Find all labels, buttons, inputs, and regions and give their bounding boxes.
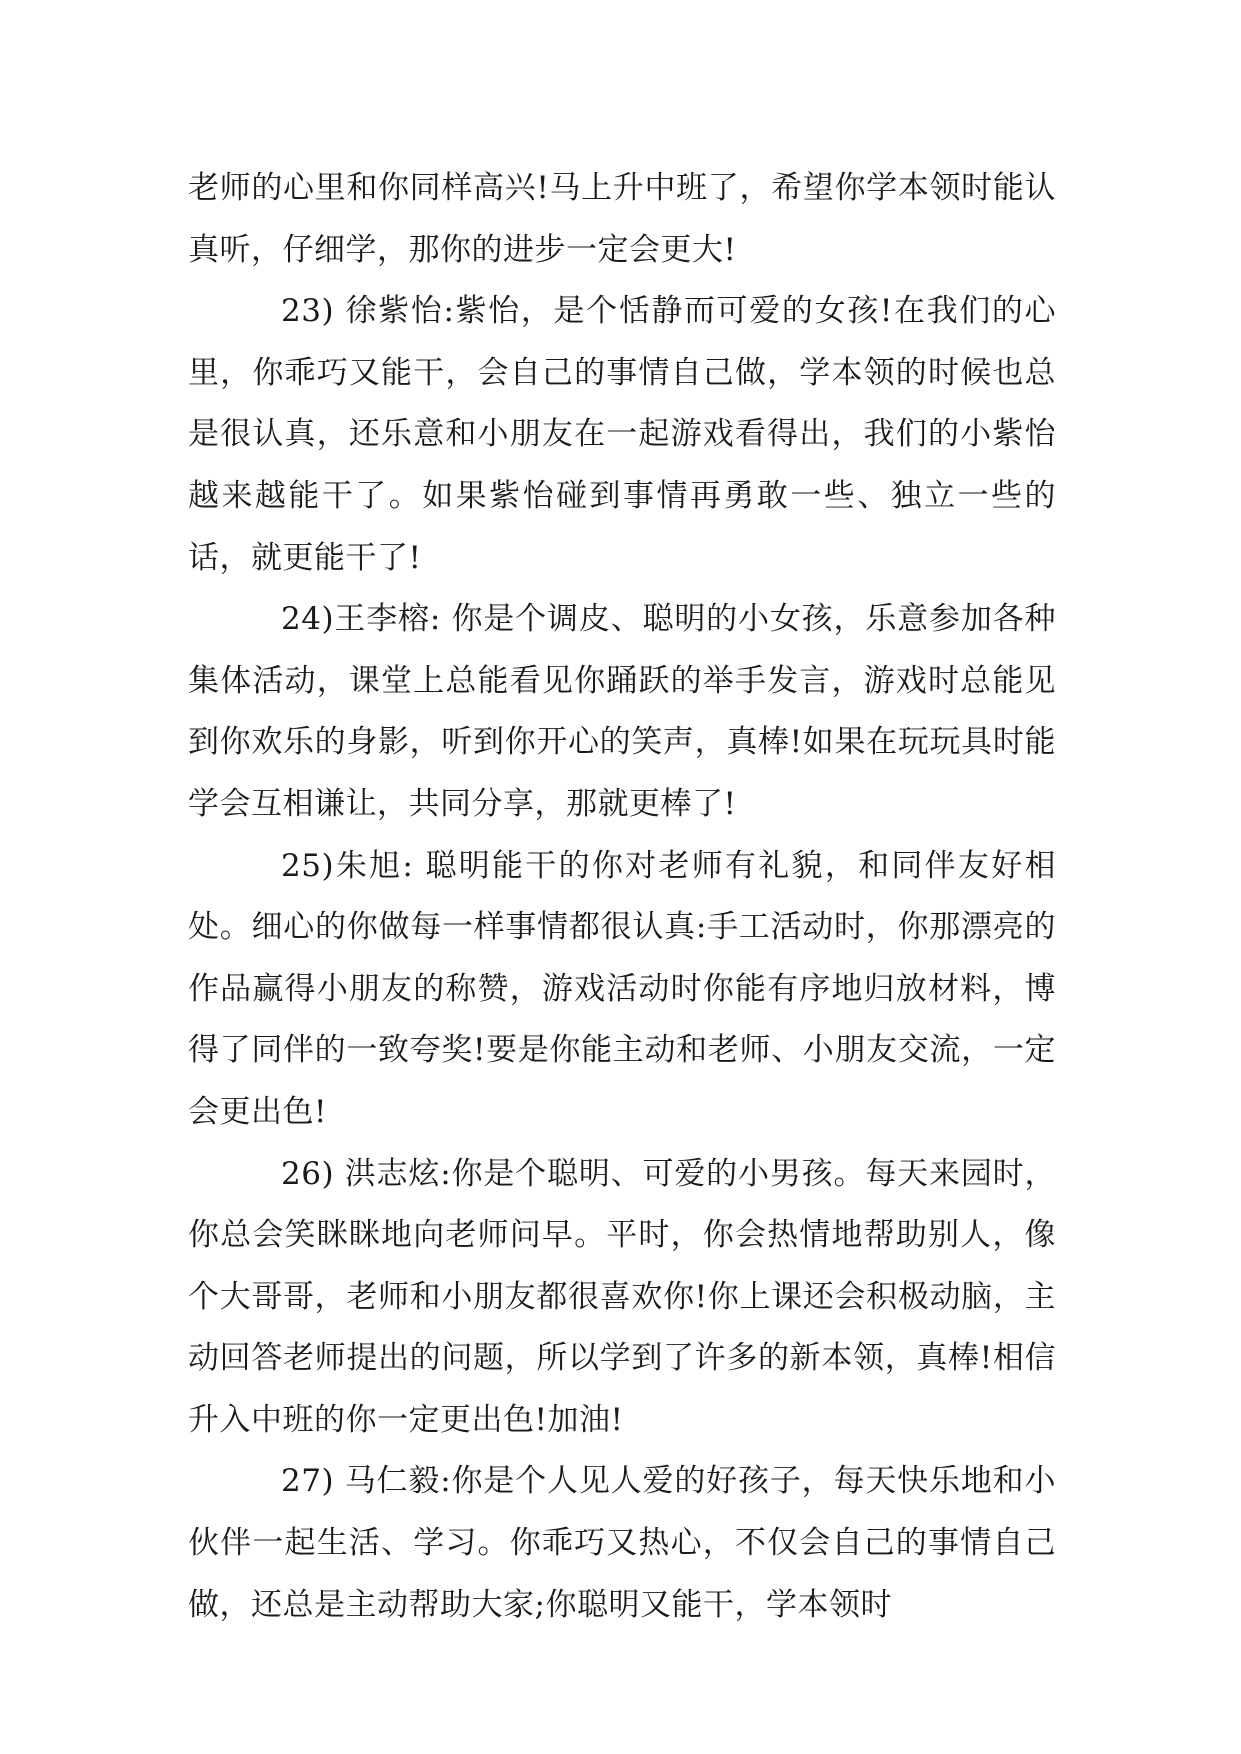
paragraph-comment-27: 27) 马仁毅:你是个人见人爱的好孩子，每天快乐地和小伙伴一起生活、学习。你乖巧又热心，不仅会自己的事情自己做，还总是主动帮助大家;你聪明又能干，学本领时	[188, 1463, 1056, 1623]
paragraph-comment-24: 24)王李榕: 你是个调皮、聪明的小女孩，乐意参加各种集体活动，课堂上总能看见你踊跃的举手发言，游戏时总能见到你欢乐的身影，听到你开心的笑声，真棒!如果在玩玩具时能学会互相谦让，共同分享，那就更棒了!	[188, 601, 1056, 822]
paragraph-comment-25: 25)朱旭: 聪明能干的你对老师有礼貌，和同伴友好相处。细心的你做每一样事情都很认真:手工活动时，你那漂亮的作品赢得小朋友的称赞，游戏活动时你能有序地归放材料，博得了同伴的一致夸奖!要是你能主动和老师、小朋友交流，一定会更出色!	[188, 847, 1056, 1130]
paragraph-comment-26: 26) 洪志炫:你是个聪明、可爱的小男孩。每天来园时，你总会笑眯眯地向老师问早。平时，你会热情地帮助别人，像个大哥哥，老师和小朋友都很喜欢你!你上课还会积极动脑，主动回答老师提出的问题，所以学到了许多的新本领，真棒!相信升入中班的你一定更出色!加油!	[188, 1155, 1056, 1438]
document-body	[188, 158, 1056, 1636]
paragraph-comment-23: 23) 徐紫怡:紫怡，是个恬静而可爱的女孩!在我们的心里，你乖巧又能干，会自己的事情自己做，学本领的时候也总是很认真，还乐意和小朋友在一起游戏看得出，我们的小紫怡越来越能干了。如果紫怡碰到事情再勇敢一些、独立一些的话，就更能干了!	[188, 293, 1056, 576]
paragraph-continuation: 老师的心里和你同样高兴!马上升中班了，希望你学本领时能认真听，仔细学，那你的进步一定会更大!	[188, 170, 1056, 268]
